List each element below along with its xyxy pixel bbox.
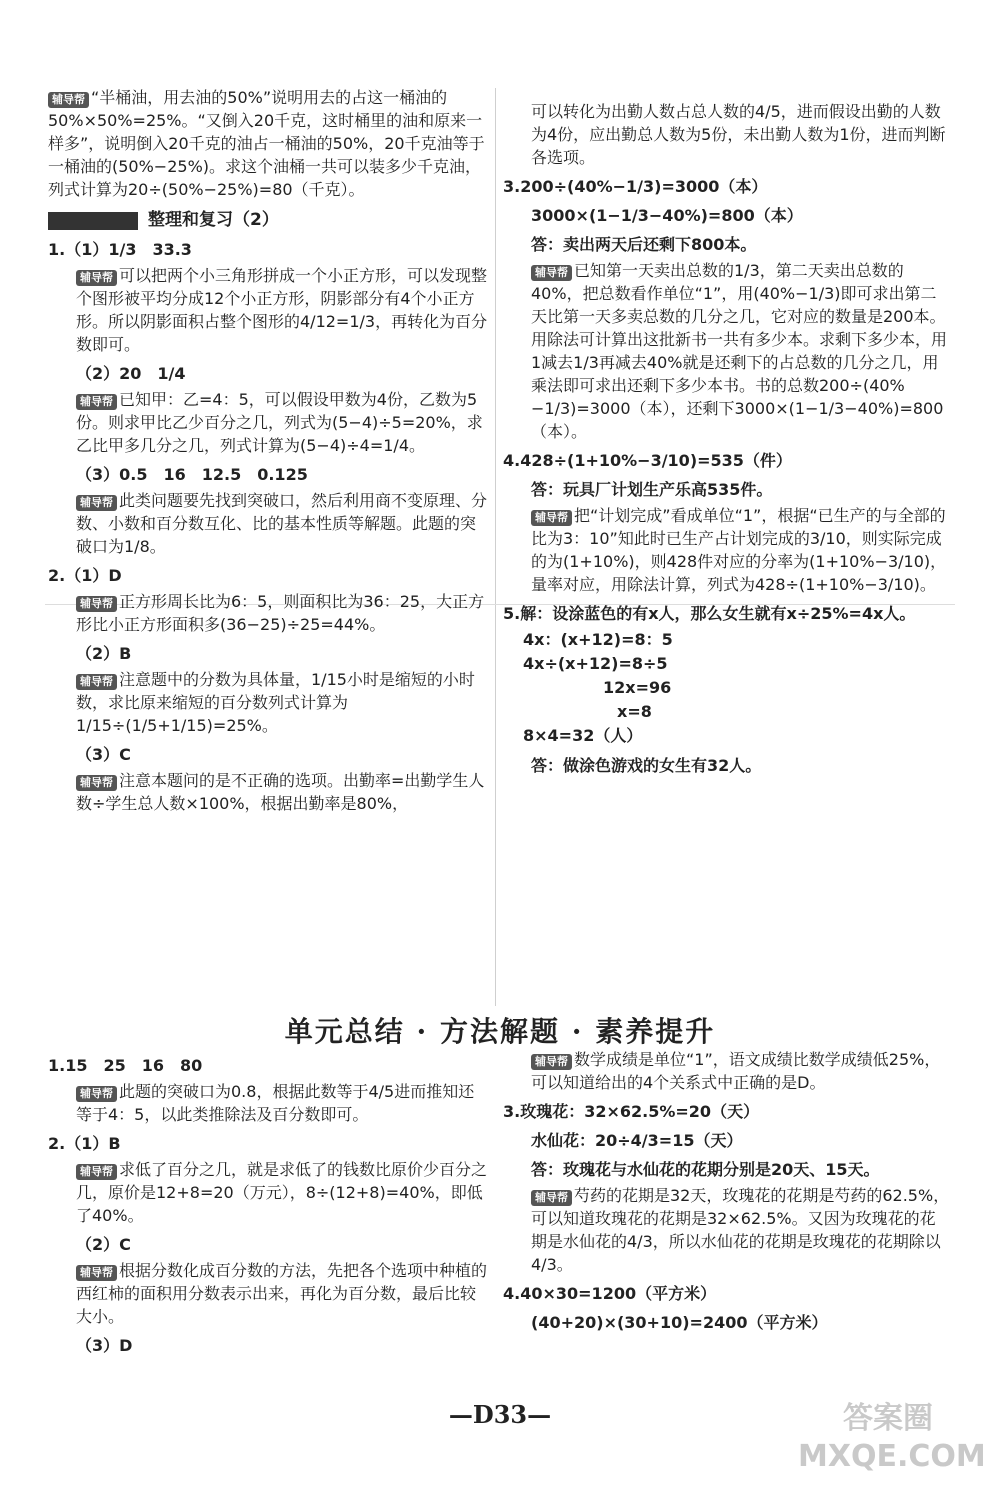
equation-line-6: 8×4=32（人） <box>523 726 643 745</box>
answer-4-line1: 4.428÷(1+10%−3/10)=535（件） <box>503 451 792 470</box>
answer-u3-final: 答：玫瑰花与水仙花的花期分别是20天、15天。 <box>531 1160 880 1179</box>
equation-line-3: 4x÷(x+12)=8÷5 <box>523 654 668 673</box>
tag: 辅导帮 <box>48 92 89 108</box>
answer-u3-line2: 水仙花：20÷4/3=15（天） <box>531 1131 743 1150</box>
note-u-cont: 辅导帮 数学成绩是单位“1”，语文成绩比数学成绩低25%，可以知道给出的4个关系式中正确的是D。 <box>531 1050 941 1092</box>
section-title: 整理和复习（2） <box>148 210 279 230</box>
note-2-2: 辅导帮 注意题中的分数为具体量，1/15小时是缩短的小时数，求比原来缩短的百分数列式计算为1/15÷(1/5+1/15)=25%。 <box>76 670 475 735</box>
note-u1: 辅导帮 此题的突破口为0.8，根据此数等于4/5进而推知还等于4：5，以此类推除法及百分数即可。 <box>76 1082 475 1124</box>
watermark-logo: 答案圈 MXQE.COM <box>798 1401 986 1474</box>
note-top: 辅导帮 “半桶油，用去油的50%”说明用去的占这一桶油的50%×50%=25%。“又倒入20千克，这时桶里的油和原来一样多”，说明倒入20千克的油占一桶油的50%，20千克油等于一桶油的(50%−25%)。求这个油桶一共可以装多少千克油，列式计算为20÷(50%−25%)=80（千克）。 <box>48 88 485 199</box>
answer-u2-2: （2）C <box>76 1235 131 1254</box>
page-number: —D33— <box>448 1400 552 1429</box>
note-2-1: 辅导帮 正方形周长比为6：5，则面积比为36：25，大正方形比小正方形面积多(36−25)÷25=44%。 <box>76 592 485 634</box>
note-cont: 可以转化为出勤人数占总人数的4/5，进而假设出勤的人数为4份，应出勤总人数为5份，未出勤人数为1份，进而判断各选项。 <box>531 102 946 167</box>
note-1-2: 辅导帮 已知甲：乙=4：5，可以假设甲数为4份，乙数为5份。则求甲比乙少百分之几，列式为(5−4)÷5=20%，求乙比甲多几分之几，列式计算为(5−4)÷4=1/4。 <box>76 390 483 455</box>
answer-1-3: （3）0.5 16 12.5 0.125 <box>76 465 308 484</box>
equation-line-2: 4x：(x+12)=8：5 <box>523 630 673 649</box>
answer-u3-line1: 3.玫瑰花：32×62.5%=20（天） <box>503 1102 760 1121</box>
answer-1-1: 1.（1）1/3 33.3 <box>48 240 192 259</box>
left-column-lower <box>48 1048 488 1360</box>
note-1-3: 辅导帮 此类问题要先找到突破口，然后利用商不变原理、分数、小数和百分数互化、比的基本性质等解题。此题的突破口为1/8。 <box>76 491 488 556</box>
note-1-1: 辅导帮 可以把两个小三角形拼成一个小正方形，可以发现整个图形被平均分成12个小正方形，阴影部分有4个小正方形。所以阴影面积占整个图形的4/12=1/3，再转化为百分数即可。 <box>76 266 488 354</box>
answer-2-1: 2.（1）D <box>48 566 122 585</box>
note-u2-1: 辅导帮 求低了百分之几，就是求低了的钱数比原价少百分之几，原价是12+8=20（万元），8÷(12+8)=40%，即低了40%。 <box>76 1160 488 1225</box>
answer-3-line2: 3000×(1−1/3−40%)=800（本） <box>531 206 803 225</box>
column-divider <box>495 88 496 1006</box>
answer-1-2: （2）20 1/4 <box>76 364 186 383</box>
answer-u4-line2: (40+20)×(30+10)=2400（平方米） <box>531 1313 828 1332</box>
right-column-lower <box>503 1048 951 1337</box>
note-u2-2: 辅导帮 根据分数化成百分数的方法，先把各个选项中种植的西红柿的面积用分数表示出来，再化为百分数，最后比较大小。 <box>76 1261 488 1326</box>
answer-2-3: （3）C <box>76 745 131 764</box>
section-bar <box>48 212 138 230</box>
note-3: 辅导帮 已知第一天卖出总数的1/3，第二天卖出总数的40%，把总数看作单位“1”，用(40%−1/3)即可求出第二天比第一天多卖总数的几分之几，它对应的数量是200本。用除法可计算出这批新书一共有多少本。求剩下多少本，用1减去1/3再减去40%就是还剩下的占总数的几分之几，用乘法即可求出还剩下多少本书。书的总数200÷(40%−1/3)=3000（本），还剩下3000×(1−1/3−40%)=800（本）。 <box>531 261 948 441</box>
answer-4-final: 答：玩具厂计划生产乐高535件。 <box>531 480 773 499</box>
answer-2-2: （2）B <box>76 644 132 663</box>
left-column <box>48 86 488 819</box>
note-u3: 辅导帮 芍药的花期是32天，玫瑰花的花期是芍药的62.5%，可以知道玫瑰花的花期是32×62.5%。又因为玫瑰花的花期是水仙花的4/3，所以水仙花的花期是玫瑰花的花期除以4/3。 <box>531 1186 950 1274</box>
equation-line-5: x=8 <box>617 702 652 721</box>
note-2-3: 辅导帮 注意本题问的是不正确的选项。出勤率=出勤学生人数÷学生总人数×100%，根据出勤率是80%， <box>76 771 485 813</box>
section-header <box>48 209 488 232</box>
equation-line-4: 12x=96 <box>603 678 672 697</box>
answer-u1: 1.15 25 16 80 <box>48 1056 203 1075</box>
unit-title: 单元总结 · 方法解题 · 素养提升 <box>284 1015 716 1048</box>
answer-3-line1: 3.200÷(40%−1/3)=3000（本） <box>503 177 768 196</box>
answer-5-line1: 5.解：设涂蓝色的有x人，那么女生就有x÷25%=4x人。 <box>503 604 916 623</box>
answer-5-final: 答：做涂色游戏的女生有32人。 <box>531 756 762 775</box>
answer-3-final: 答：卖出两天后还剩下800本。 <box>531 235 757 254</box>
right-column <box>503 100 951 780</box>
answer-u2-1: 2.（1）B <box>48 1134 121 1153</box>
answer-u4-line1: 4.40×30=1200（平方米） <box>503 1284 717 1303</box>
note-4: 辅导帮 把“计划完成”看成单位“1”，根据“已生产的与全部的比为3：10”知此时已生产占计划完成的3/10，则实际完成的为(1+10%)，则428件对应的分率为(1+10%−3/10)，量率对应，用除法计算，列式为428÷(1+10%−3/10)。 <box>531 506 947 594</box>
answer-u2-3: （3）D <box>76 1336 133 1355</box>
